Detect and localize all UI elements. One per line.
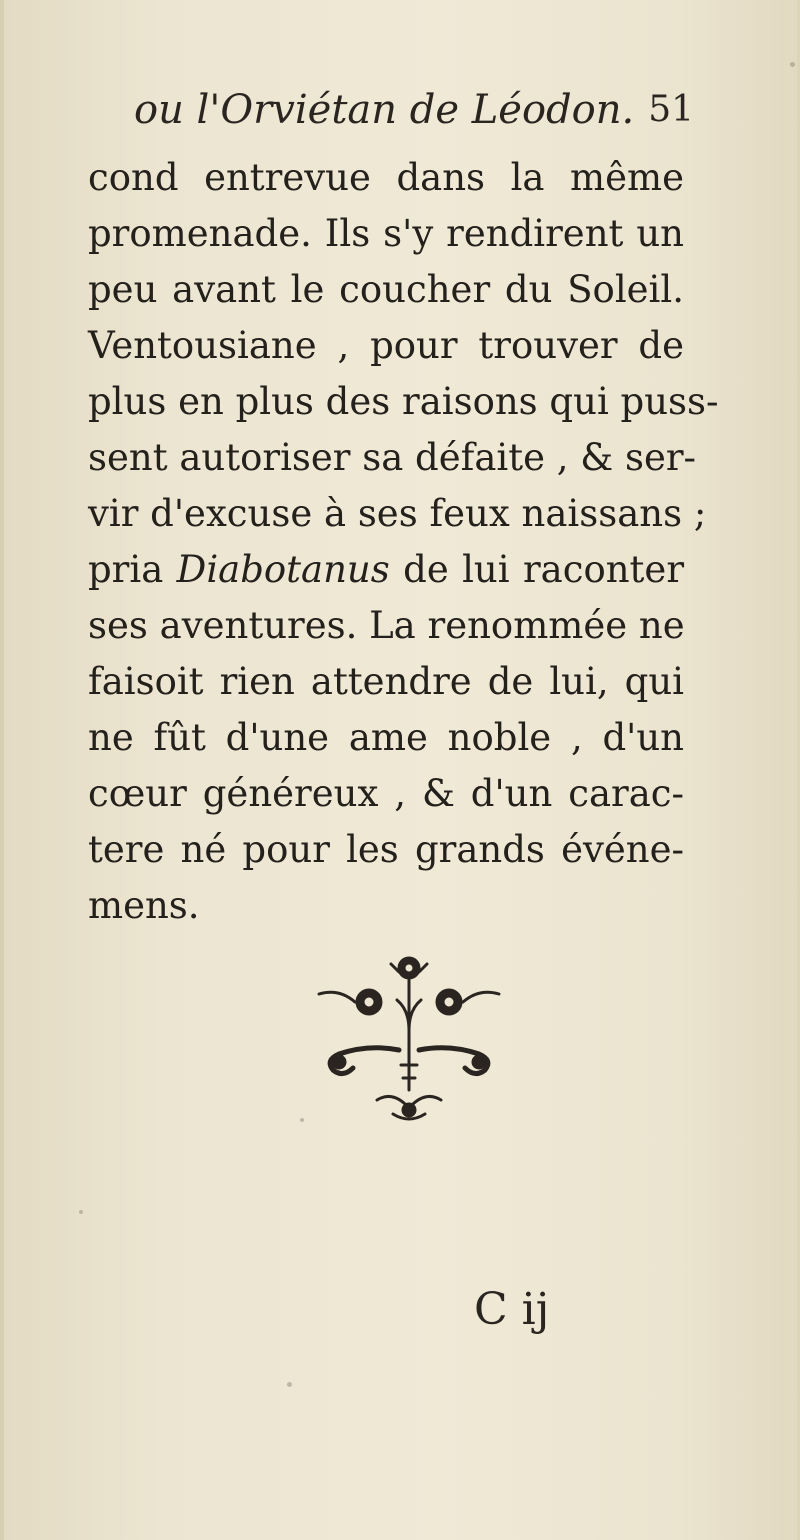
fleuron-ornament-icon: [309, 950, 509, 1130]
text-line: cond entrevue dans la même: [88, 156, 684, 199]
paper-speck: [300, 1118, 304, 1122]
paper-speck: [790, 62, 795, 67]
text-line: ses aventures. La renommée ne: [88, 604, 685, 647]
page-number: 51: [648, 89, 694, 130]
text-line: tere né pour les grands événe-: [88, 828, 684, 871]
text-line: vir d'excuse à ses feux naissans ;: [88, 492, 707, 535]
text-line: mens.: [88, 884, 200, 927]
running-title: ou l'Orviétan de Léodon.: [134, 87, 635, 133]
text-line: plus en plus des raisons qui puss-: [88, 380, 719, 423]
paper-speck: [79, 1210, 83, 1214]
text-line: cœur généreux , & d'un carac-: [88, 772, 684, 815]
text-line: peu avant le coucher du Soleil.: [88, 268, 684, 311]
text-line: Ventousiane , pour trouver de: [88, 324, 684, 367]
italic-name: Diabotanus: [176, 548, 390, 591]
signature-mark: C ij: [474, 1284, 550, 1335]
text-line: ne fût d'une ame noble , d'un: [88, 716, 684, 759]
text-line: promenade. Ils s'y rendirent un: [88, 212, 684, 255]
page-header: [134, 80, 694, 140]
paper-speck: [287, 1382, 292, 1387]
text-line: faisoit rien attendre de lui, qui: [88, 660, 684, 703]
text-line-with-italic: pria Diabotanus de lui raconter: [88, 548, 685, 591]
text-line: sent autoriser sa défaite , & ser-: [88, 436, 697, 479]
